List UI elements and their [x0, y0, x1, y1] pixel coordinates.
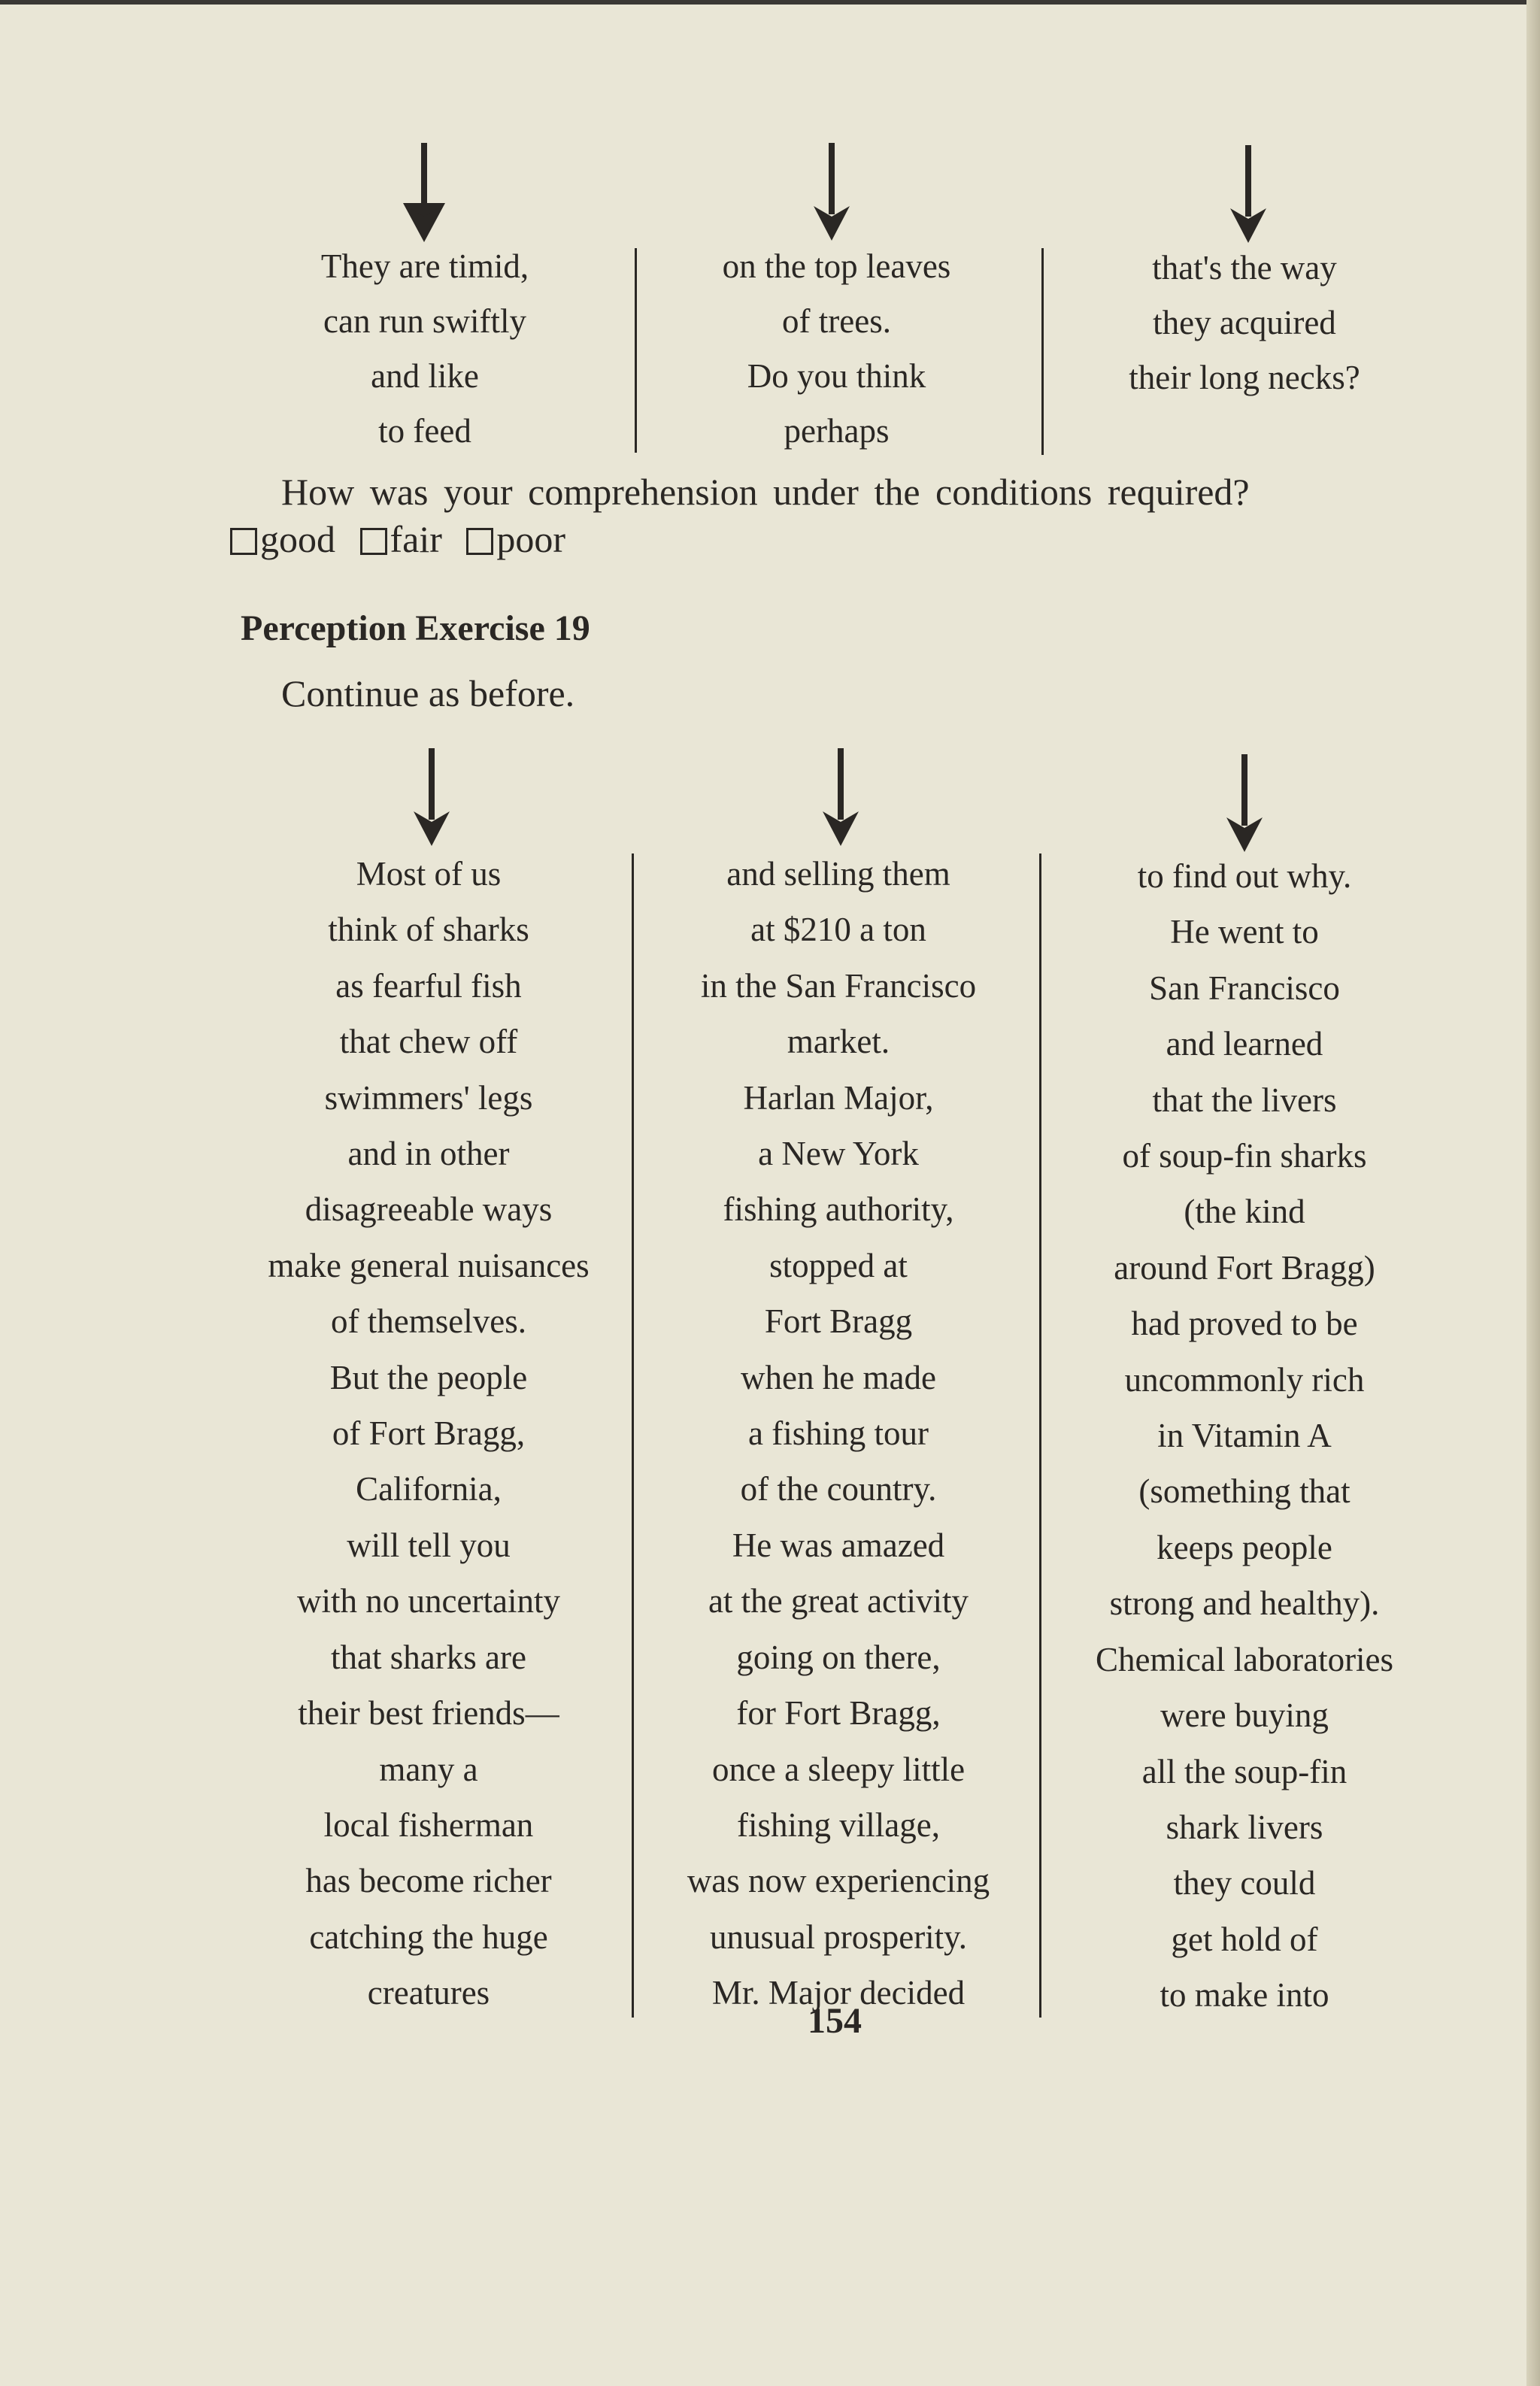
option-label: good — [260, 518, 335, 560]
text-line: was now experiencing — [687, 1862, 990, 1900]
text-line: keeps people — [1157, 1528, 1332, 1566]
text-line: were buying — [1160, 1696, 1329, 1735]
text-line: had proved to be — [1131, 1305, 1358, 1343]
exercise-column-1 — [233, 846, 624, 2021]
text-line: that chew off — [339, 1023, 518, 1061]
down-arrow-icon — [818, 748, 863, 853]
comprehension-question: How was your comprehension under the conditions required? — [281, 471, 1250, 513]
prev-column-2 — [647, 239, 1026, 459]
text-line: Mr. Major decided — [711, 1974, 966, 2012]
page-edge — [1526, 0, 1540, 2386]
text-line: to feed — [378, 412, 471, 450]
text-line: He was amazed — [732, 1526, 945, 1564]
prev-column-1 — [256, 239, 594, 459]
text-line: once a sleepy little — [711, 1750, 966, 1788]
option-label: poor — [496, 518, 566, 560]
option-good[interactable] — [226, 518, 335, 560]
down-arrow-icon — [409, 748, 454, 853]
text-line: of the country. — [740, 1470, 937, 1508]
text-line: they could — [1173, 1864, 1316, 1902]
text-line: (something that — [1138, 1472, 1351, 1511]
text-line: shark livers — [1166, 1808, 1323, 1846]
text-line: can run swiftly — [323, 302, 526, 340]
text-line: will tell you — [347, 1526, 511, 1564]
text-line: San Francisco — [1149, 969, 1340, 1007]
text-line: Fort Bragg — [764, 1302, 913, 1341]
text-line: and selling them — [726, 855, 950, 893]
option-fair[interactable] — [356, 518, 442, 560]
text-line: as fearful fish — [335, 966, 522, 1005]
text-line: uncommonly rich — [1124, 1360, 1365, 1399]
text-line: local fisherman — [323, 1805, 534, 1844]
text-line: get hold of — [1171, 1920, 1318, 1958]
text-line: to make into — [1160, 1976, 1329, 2015]
text-line: on the top leaves — [722, 247, 951, 285]
text-line: creatures — [367, 1974, 490, 2012]
checkbox-icon[interactable] — [466, 528, 493, 555]
text-line: to find out why. — [1137, 857, 1352, 895]
column-divider — [635, 248, 637, 453]
text-line: of Fort Bragg, — [332, 1414, 526, 1453]
text-line: They are timid, — [320, 247, 529, 285]
text-line: with no uncertainty — [297, 1582, 560, 1620]
text-line: Chemical laboratories — [1095, 1640, 1394, 1678]
text-line: make general nuisances — [268, 1246, 590, 1284]
down-arrow-icon — [809, 143, 854, 248]
exercise-title: Perception Exercise 19 — [241, 608, 590, 648]
text-line: that the livers — [1152, 1081, 1337, 1119]
checkbox-icon[interactable] — [360, 528, 387, 555]
page-number: 154 — [808, 2001, 862, 2041]
text-line: and in other — [347, 1135, 510, 1173]
exercise-instruction: Continue as before. — [281, 672, 575, 714]
top-border — [0, 0, 1540, 5]
text-line: stopped at — [769, 1246, 908, 1284]
text-line: strong and healthy). — [1109, 1584, 1380, 1623]
text-line: in Vitamin A — [1157, 1417, 1332, 1455]
down-arrow-icon — [1222, 754, 1267, 860]
text-line: they acquired — [1153, 304, 1336, 341]
text-line: He went to — [1170, 913, 1319, 951]
text-line: fishing village, — [737, 1805, 940, 1844]
text-line: that sharks are — [331, 1638, 526, 1676]
exercise-column-3 — [1049, 848, 1440, 2024]
text-line: and like — [371, 357, 479, 395]
text-line: Most of us — [356, 855, 502, 893]
option-label: fair — [390, 518, 442, 560]
text-line: of trees. — [782, 302, 891, 340]
text-line: California, — [356, 1470, 502, 1508]
text-line: disagreeable ways — [305, 1190, 553, 1229]
text-line: think of sharks — [328, 911, 529, 949]
prev-column-3 — [1056, 241, 1432, 405]
text-line: swimmers' legs — [324, 1078, 533, 1117]
text-line: market. — [787, 1023, 890, 1061]
text-line: for Fort Bragg, — [736, 1694, 941, 1733]
column-divider — [1041, 248, 1044, 455]
checkbox-icon[interactable] — [230, 528, 257, 555]
text-line: in the San Francisco — [700, 966, 977, 1005]
text-line: catching the huge — [309, 1918, 548, 1956]
text-line: many a — [379, 1750, 478, 1788]
down-arrow-icon — [1226, 145, 1271, 250]
option-poor[interactable] — [462, 518, 565, 560]
text-line: that's the way — [1152, 249, 1337, 287]
text-line: going on there, — [736, 1638, 941, 1676]
text-line: Do you think — [747, 357, 926, 395]
text-line: at the great activity — [708, 1582, 969, 1620]
column-divider — [1039, 853, 1041, 2018]
text-line: all the soup-fin — [1141, 1752, 1348, 1790]
text-line: unusual prosperity. — [709, 1918, 968, 1956]
column-divider — [632, 853, 634, 2018]
text-line: (the kind — [1184, 1193, 1305, 1231]
text-line: fishing authority, — [723, 1190, 954, 1229]
text-line: and learned — [1166, 1025, 1323, 1063]
exercise-column-2 — [643, 846, 1034, 2021]
text-line: a New York — [758, 1135, 919, 1173]
text-line: their best friends— — [298, 1694, 559, 1733]
text-line: But the people — [329, 1358, 528, 1396]
text-line: has become richer — [305, 1862, 552, 1900]
text-line: of themselves. — [331, 1302, 526, 1341]
text-line: perhaps — [784, 412, 890, 450]
text-line: Harlan Major, — [743, 1078, 934, 1117]
text-line: at $210 a ton — [750, 911, 926, 949]
text-line: around Fort Bragg) — [1114, 1248, 1375, 1287]
text-line: of soup-fin sharks — [1122, 1137, 1367, 1175]
text-line: when he made — [741, 1358, 936, 1396]
down-arrow-icon — [402, 143, 447, 248]
comprehension-options — [226, 517, 576, 561]
text-line: a fishing tour — [748, 1414, 929, 1453]
text-line: their long necks? — [1129, 359, 1360, 396]
